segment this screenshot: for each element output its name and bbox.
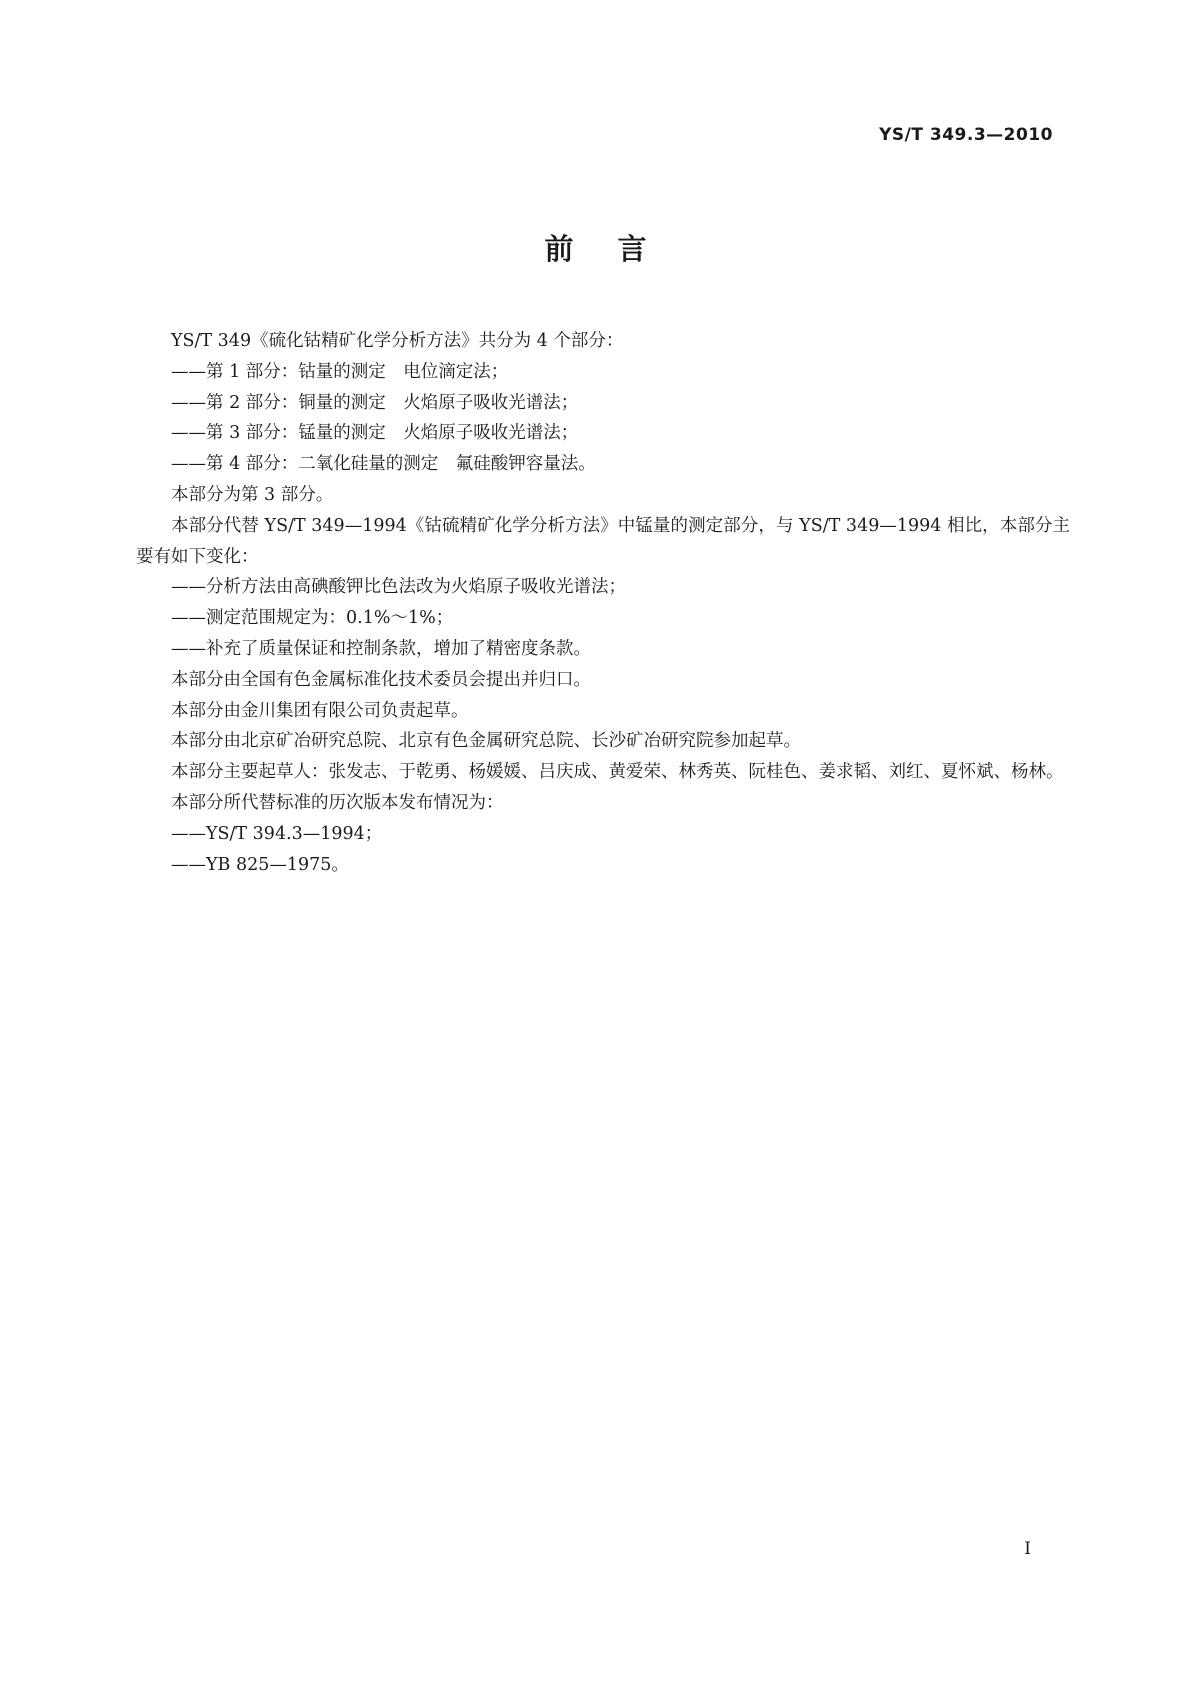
page-number: I	[1024, 1539, 1031, 1559]
page-title: 前言	[544, 232, 691, 266]
list-item: ——第 1 部分：钴量的测定 电位滴定法；	[171, 361, 509, 382]
list-item: ——测定范围规定为：0.1%～1%；	[171, 608, 454, 629]
list-item: ——第 2 部分：铜量的测定 火焰原子吸收光谱法；	[171, 392, 579, 413]
list-item: ——YB 825—1975。	[171, 854, 349, 875]
list-item: ——第 4 部分：二氧化硅量的测定 氟硅酸钾容量法。	[171, 454, 596, 475]
paragraph: 本部分为第 3 部分。	[171, 484, 334, 505]
foreword-body	[136, 326, 1070, 880]
list-item: ——第 3 部分：锰量的测定 火焰原子吸收光谱法；	[171, 423, 579, 444]
paragraph: 本部分由北京矿冶研究总院、北京有色金属研究总院、长沙矿冶研究院参加起草。	[171, 731, 801, 752]
paragraph: 本部分由金川集团有限公司负责起草。	[171, 700, 469, 721]
list-item: ——分析方法由高碘酸钾比色法改为火焰原子吸收光谱法；	[171, 577, 626, 598]
paragraph: 本部分主要起草人：张发志、于乾勇、杨媛媛、吕庆成、黄爱荣、林秀英、阮桂色、姜求韬、刘红、夏怀斌、杨林。	[171, 762, 1064, 783]
paragraph: YS/T 349《硫化钴精矿化学分析方法》共分为 4 个部分：	[171, 331, 624, 351]
paragraph: 本部分代替 YS/T 349—1994《钴硫精矿化学分析方法》中锰量的测定部分，与 YS/T 349—1994 相比，本部分主要有如下变化：	[136, 515, 1070, 567]
paragraph: 本部分由全国有色金属标准化技术委员会提出并归口。	[171, 669, 591, 690]
list-item: ——YS/T 394.3—1994；	[171, 823, 383, 844]
list-item: ——补充了质量保证和控制条款，增加了精密度条款。	[171, 638, 591, 659]
standard-code: YS/T 349.3—2010	[879, 125, 1053, 145]
paragraph: 本部分所代替标准的历次版本发布情况为：	[171, 792, 504, 813]
